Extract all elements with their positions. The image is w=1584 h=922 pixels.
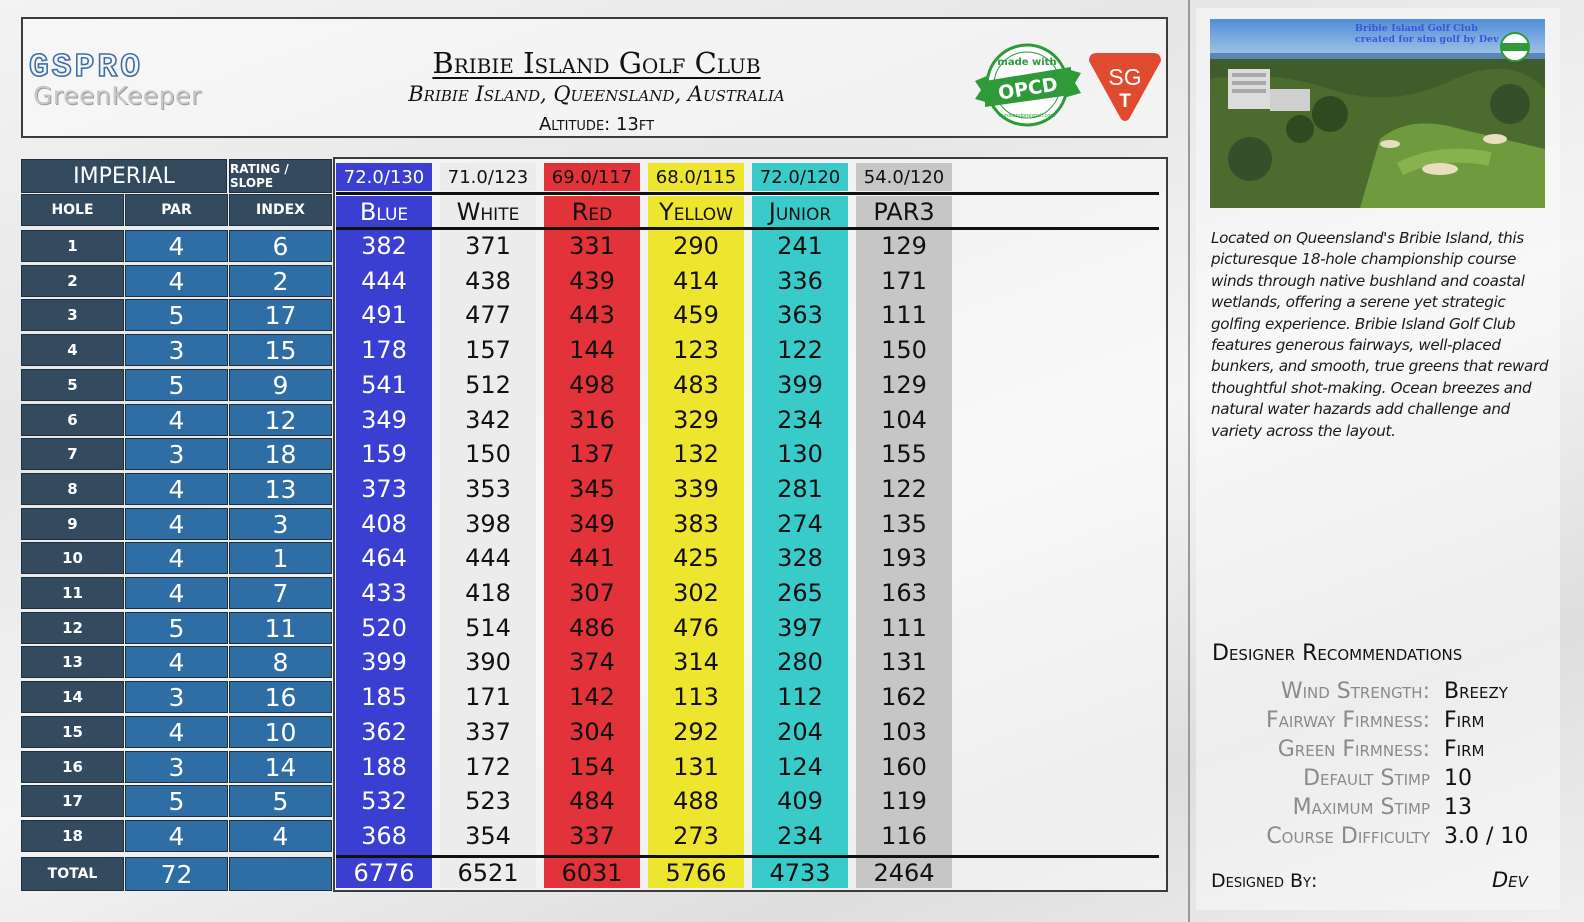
svg-text:SG: SG: [1108, 64, 1142, 90]
yardage-cell: 234: [777, 822, 823, 850]
hole-number: 15: [21, 716, 124, 748]
yardage-cell: 336: [777, 267, 823, 295]
yardage-cell: 131: [881, 648, 927, 676]
yardage-cell: 290: [673, 232, 719, 260]
hole-index: 5: [229, 785, 332, 817]
yardage-cell: 354: [465, 822, 511, 850]
par-header: PAR: [125, 194, 228, 226]
recommendations-heading: Designer Recommendations: [1212, 641, 1463, 666]
yardage-cell: 135: [881, 510, 927, 538]
recommendation-label: Fairway Firmness:: [1265, 708, 1430, 733]
yardage-cell: 129: [881, 371, 927, 399]
photo-caption-line1: Bribie Island Golf Club: [1355, 23, 1478, 34]
recommendation-value: Firm: [1444, 708, 1485, 733]
yardage-cell: 339: [673, 475, 719, 503]
hole-par: 4: [125, 542, 228, 574]
hole-header: HOLE: [21, 194, 124, 226]
yardage-cell: 123: [673, 336, 719, 364]
gspro-logo: GSPRO: [29, 49, 144, 86]
yardage-cell: 444: [361, 267, 407, 295]
course-description: Located on Queensland's Bribie Island, this picturesque 18-hole championship course winds through native bushland and coastal wetlands, offering a serene yet strategic golfing experience. Bribie Island Golf Club features generous fairways, well-placed bunkers, and smooth, true greens that reward thoughtful shot-making. Ocean breezes and natural water hazards add challenge and variety across the layout.: [1211, 229, 1549, 440]
hole-par: 4: [125, 508, 228, 540]
yardage-cell: 144: [569, 336, 615, 364]
yardage-cell: 438: [465, 267, 511, 295]
yardage-cell: 512: [465, 371, 511, 399]
hole-number: 5: [21, 369, 124, 401]
tee-total-white: 6521: [440, 859, 536, 887]
yardage-cell: 390: [465, 648, 511, 676]
yardage-cell: 433: [361, 579, 407, 607]
yardage-cell: 155: [881, 440, 927, 468]
hole-par: 3: [125, 751, 228, 783]
photo-caption: [1355, 24, 1499, 46]
hole-index: 6: [229, 230, 332, 262]
yardage-cell: 137: [569, 440, 615, 468]
hole-number: 10: [21, 542, 124, 574]
course-location: Bribie Island, Queensland, Australia: [408, 82, 785, 106]
yardage-cell: 171: [881, 267, 927, 295]
recommendation-value: 10: [1444, 766, 1472, 791]
yardage-cell: 398: [465, 510, 511, 538]
tee-rating-blue: 72.0/130: [336, 163, 432, 191]
yardage-cell: 171: [465, 683, 511, 711]
yardage-cell: 124: [777, 753, 823, 781]
yardage-cell: 439: [569, 267, 615, 295]
yardage-cell: 122: [881, 475, 927, 503]
tee-name-red: Red: [544, 196, 640, 228]
yardage-cell: 484: [569, 787, 615, 815]
hole-number: 6: [21, 404, 124, 436]
hole-par: 4: [125, 473, 228, 505]
hole-index: 1: [229, 542, 332, 574]
yardage-cell: 486: [569, 614, 615, 642]
greenkeeper-logo: GreenKeeper: [33, 81, 202, 110]
hole-par: 4: [125, 716, 228, 748]
yardage-cell: 362: [361, 718, 407, 746]
hole-par: 3: [125, 681, 228, 713]
hole-number: 18: [21, 820, 124, 852]
hole-index: 2: [229, 265, 332, 297]
hole-par: 3: [125, 438, 228, 470]
yardage-cell: 185: [361, 683, 407, 711]
yardage-cell: 188: [361, 753, 407, 781]
tee-total-par3: 2464: [856, 859, 952, 887]
index-header: INDEX: [229, 194, 332, 226]
designer-name: Dev: [1492, 868, 1528, 892]
yardage-cell: 444: [465, 544, 511, 572]
hole-number: 13: [21, 646, 124, 678]
yardage-cell: 154: [569, 753, 615, 781]
hole-number: 4: [21, 334, 124, 366]
hole-par: 4: [125, 404, 228, 436]
recommendation-value: Firm: [1444, 737, 1485, 762]
yardage-cell: 425: [673, 544, 719, 572]
hole-number: 17: [21, 785, 124, 817]
yardage-cell: 150: [465, 440, 511, 468]
tee-rating-red: 69.0/117: [544, 163, 640, 191]
opcd-badge-icon: [975, 41, 1081, 129]
tee-name-blue: Blue: [336, 196, 432, 228]
course-altitude: Altitude: 13ft: [538, 114, 655, 135]
yardage-cell: 349: [569, 510, 615, 538]
opcd-top-text: made with: [997, 57, 1057, 68]
yardage-cell: 163: [881, 579, 927, 607]
hole-par: 4: [125, 577, 228, 609]
yardage-cell: 103: [881, 718, 927, 746]
svg-text:T: T: [1119, 91, 1131, 112]
opcd-url-text: eurosandonesgolf.com: [998, 113, 1056, 119]
hole-number: 16: [21, 751, 124, 783]
yardage-cell: 541: [361, 371, 407, 399]
yardage-cell: 373: [361, 475, 407, 503]
yardage-cell: 113: [673, 683, 719, 711]
hole-index: 8: [229, 646, 332, 678]
yardage-cell: 131: [673, 753, 719, 781]
hole-par: 5: [125, 369, 228, 401]
hole-index: 13: [229, 473, 332, 505]
total-label: TOTAL: [21, 857, 124, 891]
hole-index: 7: [229, 577, 332, 609]
hole-par: 4: [125, 646, 228, 678]
hole-index: 9: [229, 369, 332, 401]
tee-rating-par3: 54.0/120: [856, 163, 952, 191]
tee-total-blue: 6776: [336, 859, 432, 887]
yardage-cell: 111: [881, 614, 927, 642]
yardage-cell: 498: [569, 371, 615, 399]
hole-index: 15: [229, 334, 332, 366]
hole-par: 4: [125, 230, 228, 262]
yardage-cell: 119: [881, 787, 927, 815]
hole-number: 2: [21, 265, 124, 297]
yardage-cell: 302: [673, 579, 719, 607]
hole-par: 5: [125, 612, 228, 644]
yardage-cell: 292: [673, 718, 719, 746]
hole-number: 9: [21, 508, 124, 540]
hole-par: 4: [125, 820, 228, 852]
recommendation-value: 3.0 / 10: [1444, 824, 1529, 849]
hole-number: 12: [21, 612, 124, 644]
hole-index: 16: [229, 681, 332, 713]
tee-total-junior: 4733: [752, 859, 848, 887]
yardage-cell: 328: [777, 544, 823, 572]
hole-index: 14: [229, 751, 332, 783]
yardage-cell: 150: [881, 336, 927, 364]
yardage-cell: 491: [361, 301, 407, 329]
yardage-cell: 273: [673, 822, 719, 850]
hole-index: 17: [229, 299, 332, 331]
yardage-cell: 399: [361, 648, 407, 676]
yardage-cell: 368: [361, 822, 407, 850]
yardage-cell: 464: [361, 544, 407, 572]
yardage-cell: 112: [777, 683, 823, 711]
rule-header: [336, 227, 1159, 230]
yardage-cell: 409: [777, 787, 823, 815]
tee-rating-yellow: 68.0/115: [648, 163, 744, 191]
yardage-cell: 116: [881, 822, 927, 850]
yardage-cell: 142: [569, 683, 615, 711]
yardage-cell: 349: [361, 406, 407, 434]
hole-index: 4: [229, 820, 332, 852]
yardage-cell: 129: [881, 232, 927, 260]
yardage-cell: 476: [673, 614, 719, 642]
yardage-cell: 408: [361, 510, 407, 538]
tee-name-white: White: [440, 196, 536, 228]
course-title: Bribie Island Golf Club: [432, 46, 761, 80]
yardage-cell: 122: [777, 336, 823, 364]
header-panel: [21, 17, 1168, 138]
units-label: IMPERIAL: [21, 159, 227, 193]
tee-name-par3: PAR3: [856, 196, 952, 228]
yardage-cell: 234: [777, 406, 823, 434]
yardage-cell: 178: [361, 336, 407, 364]
hole-number: 14: [21, 681, 124, 713]
yardage-cell: 523: [465, 787, 511, 815]
hole-par: 4: [125, 265, 228, 297]
hole-number: 8: [21, 473, 124, 505]
course-aerial-photo: [1210, 19, 1545, 208]
yardage-cell: 382: [361, 232, 407, 260]
opcd-main-text: OPCD: [996, 73, 1060, 105]
yardage-cell: 532: [361, 787, 407, 815]
hole-index: 18: [229, 438, 332, 470]
tee-rating-junior: 72.0/120: [752, 163, 848, 191]
yardage-cell: 418: [465, 579, 511, 607]
yardage-cell: 314: [673, 648, 719, 676]
designed-by-label: Designed By:: [1211, 870, 1318, 892]
yardage-cell: 160: [881, 753, 927, 781]
recommendation-label: Maximum Stimp: [1292, 795, 1430, 820]
yardage-cell: 204: [777, 718, 823, 746]
yardage-cell: 477: [465, 301, 511, 329]
recommendation-label: Wind Strength:: [1280, 679, 1430, 704]
hole-number: 11: [21, 577, 124, 609]
yardage-cell: 274: [777, 510, 823, 538]
yardage-cell: 281: [777, 475, 823, 503]
par-total: 72: [125, 857, 228, 891]
sgt-badge-icon: [1083, 51, 1167, 123]
rule-top: [336, 192, 1159, 195]
yardage-cell: 514: [465, 614, 511, 642]
yardage-cell: 374: [569, 648, 615, 676]
yardage-cell: 342: [465, 406, 511, 434]
hole-index: 10: [229, 716, 332, 748]
yardage-cell: 383: [673, 510, 719, 538]
yardage-cell: 353: [465, 475, 511, 503]
yardage-cell: 265: [777, 579, 823, 607]
yardage-cell: 371: [465, 232, 511, 260]
index-total-blank: [229, 857, 332, 891]
yardage-cell: 397: [777, 614, 823, 642]
yardage-cell: 304: [569, 718, 615, 746]
recommendation-label: Course Difficulty: [1266, 824, 1430, 849]
recommendation-value: Breezy: [1444, 679, 1508, 704]
yardage-cell: 130: [777, 440, 823, 468]
yardage-cell: 399: [777, 371, 823, 399]
yardage-cell: 331: [569, 232, 615, 260]
yardage-cell: 337: [465, 718, 511, 746]
recommendation-label: Green Firmness:: [1277, 737, 1430, 762]
yardage-cell: 345: [569, 475, 615, 503]
yardage-cell: 520: [361, 614, 407, 642]
yardage-cell: 329: [673, 406, 719, 434]
yardage-cell: 132: [673, 440, 719, 468]
recommendation-value: 13: [1444, 795, 1472, 820]
yardage-cell: 459: [673, 301, 719, 329]
yardage-cell: 316: [569, 406, 615, 434]
hole-par: 5: [125, 299, 228, 331]
hole-index: 3: [229, 508, 332, 540]
hole-number: 3: [21, 299, 124, 331]
yardage-cell: 172: [465, 753, 511, 781]
rule-total: [336, 855, 1159, 858]
yardage-cell: 441: [569, 544, 615, 572]
hole-par: 3: [125, 334, 228, 366]
yardage-cell: 162: [881, 683, 927, 711]
yardage-cell: 159: [361, 440, 407, 468]
hole-number: 1: [21, 230, 124, 262]
recommendation-label: Default Stimp: [1303, 766, 1430, 791]
yardage-cell: 443: [569, 301, 615, 329]
yardage-cell: 488: [673, 787, 719, 815]
tee-name-junior: Junior: [752, 196, 848, 228]
photo-caption-line2: created for sim golf by Dev: [1355, 33, 1499, 45]
yardage-cell: 157: [465, 336, 511, 364]
yardage-cell: 337: [569, 822, 615, 850]
yardage-cell: 363: [777, 301, 823, 329]
tee-name-yellow: Yellow: [648, 196, 744, 228]
hole-index: 11: [229, 612, 332, 644]
yardage-cell: 414: [673, 267, 719, 295]
hole-par: 5: [125, 785, 228, 817]
yardage-cell: 111: [881, 301, 927, 329]
tee-rating-white: 71.0/123: [440, 163, 536, 191]
yardage-cell: 241: [777, 232, 823, 260]
yardage-cell: 307: [569, 579, 615, 607]
tee-total-red: 6031: [544, 859, 640, 887]
tee-total-yellow: 5766: [648, 859, 744, 887]
hole-index: 12: [229, 404, 332, 436]
yardage-cell: 280: [777, 648, 823, 676]
yardage-cell: 104: [881, 406, 927, 434]
hole-number: 7: [21, 438, 124, 470]
rating-slope-label: RATING / SLOPE: [229, 159, 332, 193]
yardage-cell: 193: [881, 544, 927, 572]
yardage-cell: 483: [673, 371, 719, 399]
